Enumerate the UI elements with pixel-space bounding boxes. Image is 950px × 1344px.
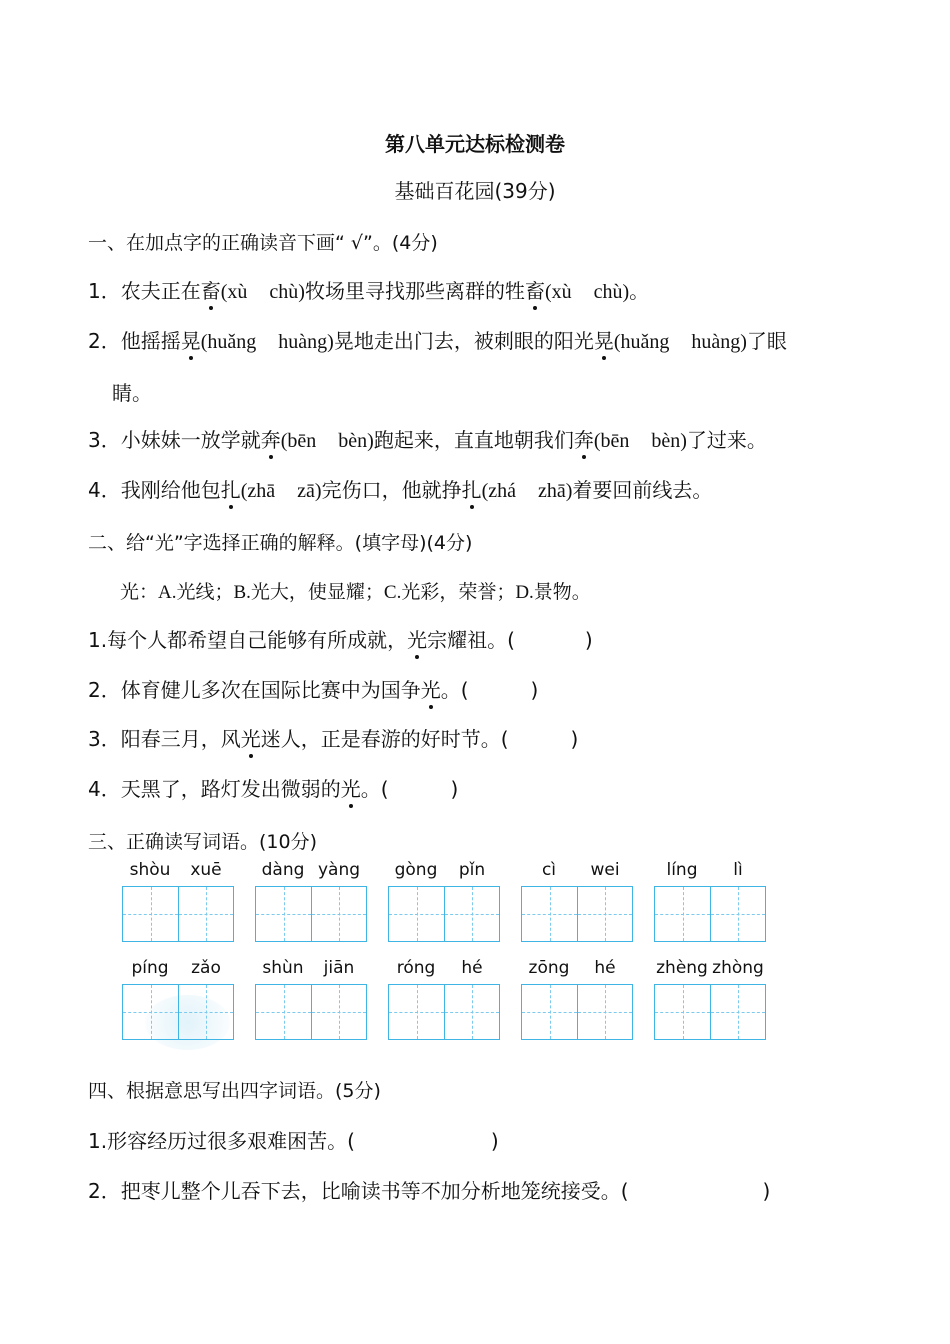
question-text: 他摇摇 [120, 329, 181, 353]
pinyin-label: dàng [261, 860, 305, 880]
section-1-heading: 一、在加点字的正确读音下画“ √”。(4分) [88, 232, 438, 254]
tian-zi-ge-cell[interactable] [389, 887, 444, 941]
word-grid [388, 860, 500, 944]
writing-boxes [388, 984, 500, 1040]
question-text: 形容经历过很多艰难困苦。( [107, 1129, 355, 1153]
question-text: 了眼 [746, 329, 787, 353]
section-4-heading: 四、根据意思写出四字词语。(5分) [88, 1080, 381, 1102]
pinyin-label: wei [590, 860, 620, 880]
question-2-3 [88, 723, 578, 752]
tian-zi-ge-cell[interactable] [311, 985, 366, 1039]
pinyin-option: (huǎng [200, 331, 257, 353]
dotted-char: 光 [420, 678, 441, 702]
pinyin-option: (huǎng [613, 331, 670, 353]
question-number: 4． [88, 478, 121, 502]
question-text: 晃地走出门去，被刺眼的阳光 [333, 329, 594, 353]
question-text: 跑起来，直直地朝我们 [373, 428, 574, 452]
word-grid [521, 958, 633, 1042]
closing-paren: ) [570, 727, 579, 751]
dotted-char: 扎 [461, 478, 482, 502]
writing-boxes [122, 886, 234, 942]
pinyin-option: (zhá [481, 480, 516, 502]
word-grid [255, 860, 367, 944]
pinyin-label: shòu [129, 860, 171, 880]
closing-paren: ) [450, 777, 459, 801]
pinyin-option: chù) [593, 281, 630, 303]
closing-paren: ) [584, 628, 593, 652]
question-4-2 [88, 1175, 770, 1204]
pinyin-option: zhā) [538, 480, 573, 502]
question-number: 2． [88, 678, 121, 702]
question-2-2 [88, 674, 538, 703]
pinyin-label: hé [594, 958, 616, 978]
question-text: 完伤口，他就挣 [321, 478, 462, 502]
pinyin-option: zā) [297, 480, 322, 502]
pinyin-option: huàng) [278, 331, 334, 353]
tian-zi-ge-cell[interactable] [256, 985, 311, 1039]
question-number: 2． [88, 1179, 121, 1203]
question-text: 每个人都希望自己能够有所成就， [107, 628, 408, 652]
pinyin-option: chù) [269, 281, 305, 303]
pinyin-option: (zhā [240, 480, 276, 502]
tian-zi-ge-cell[interactable] [655, 887, 710, 941]
pinyin-label: zōng [528, 958, 570, 978]
question-text: 宗耀祖。( [427, 628, 515, 652]
pinyin-option: huàng) [691, 331, 747, 353]
dotted-char: 光 [240, 727, 261, 751]
section-subtitle: 基础百花园(39分) [394, 179, 556, 203]
writing-boxes [255, 984, 367, 1040]
page-title: 第八单元达标检测卷 [385, 132, 565, 156]
writing-boxes [654, 886, 766, 942]
word-grid [521, 860, 633, 944]
dotted-char: 光 [407, 628, 428, 652]
dotted-char: 扎 [220, 478, 241, 502]
word-grid [122, 958, 234, 1042]
dotted-char: 畜 [200, 279, 221, 303]
pinyin-label: xuē [190, 860, 222, 880]
question-1-3 [88, 424, 767, 453]
pinyin-label: hé [461, 958, 483, 978]
question-1-4 [88, 474, 712, 503]
question-2-1 [88, 624, 593, 653]
word-grid [388, 958, 500, 1042]
pinyin-label: pǐn [458, 860, 486, 880]
tian-zi-ge-cell[interactable] [444, 887, 499, 941]
tian-zi-ge-cell[interactable] [577, 985, 632, 1039]
pinyin-option: (xù [544, 281, 572, 303]
closing-paren: ) [762, 1179, 771, 1203]
pinyin-option: bèn) [651, 430, 687, 452]
tian-zi-ge-cell[interactable] [655, 985, 710, 1039]
word-grid [654, 860, 766, 944]
tian-zi-ge-cell[interactable] [178, 887, 233, 941]
question-text: 。( [360, 777, 389, 801]
section-3-heading: 三、正确读写词语。(10分) [88, 831, 318, 853]
pinyin-label: líng [666, 860, 698, 880]
tian-zi-ge-cell[interactable] [256, 887, 311, 941]
tian-zi-ge-cell[interactable] [123, 985, 178, 1039]
pinyin-label: róng [396, 958, 436, 978]
writing-boxes [388, 886, 500, 942]
tian-zi-ge-cell[interactable] [522, 887, 577, 941]
question-text: 了过来。 [686, 428, 767, 452]
question-1-2 [88, 325, 787, 354]
tian-zi-ge-cell[interactable] [389, 985, 444, 1039]
question-text: 体育健儿多次在国际比赛中为国争 [120, 678, 421, 702]
pinyin-label: zǎo [191, 958, 221, 978]
question-text: 牧场里寻找那些离群的牲 [304, 279, 525, 303]
question-number: 3． [88, 727, 121, 751]
writing-boxes [122, 984, 234, 1040]
dotted-char: 奔 [260, 428, 281, 452]
question-number: 1. [88, 1129, 108, 1153]
question-number: 1. [88, 628, 108, 652]
closing-paren: ) [530, 678, 539, 702]
writing-boxes [255, 886, 367, 942]
question-text: 小妹妹一放学就 [120, 428, 261, 452]
question-text: 。( [440, 678, 469, 702]
pinyin-label: zhòng [712, 958, 764, 978]
question-text: 天黑了，路灯发出微弱的 [120, 777, 341, 801]
pinyin-label: shùn [262, 958, 304, 978]
question-text: 农夫正在 [120, 279, 201, 303]
pinyin-option: (bēn [593, 430, 630, 452]
pinyin-option: bèn) [338, 430, 374, 452]
question-2-4 [88, 773, 458, 802]
word-grid [255, 958, 367, 1042]
question-4-1 [88, 1125, 499, 1154]
pinyin-label: zhèng [656, 958, 708, 978]
question-1-1 [88, 275, 649, 304]
pinyin-label: yàng [317, 860, 361, 880]
tian-zi-ge-cell[interactable] [123, 887, 178, 941]
pinyin-label: gòng [394, 860, 438, 880]
definition-options: 光：A.光线；B.光大，使显耀；C.光彩，荣誉；D.景物。 [120, 582, 591, 603]
dotted-char: 晃 [180, 329, 201, 353]
writing-boxes [521, 886, 633, 942]
tian-zi-ge-cell[interactable] [178, 985, 233, 1039]
tian-zi-ge-cell[interactable] [444, 985, 499, 1039]
pinyin-label: cì [541, 860, 557, 880]
question-text: 我刚给他包 [120, 478, 221, 502]
question-text: 把枣儿整个儿吞下去，比喻读书等不加分析地笼统接受。( [120, 1179, 629, 1203]
question-text: 。 [629, 279, 650, 303]
word-grid [122, 860, 234, 944]
pinyin-label: jiān [323, 958, 355, 978]
tian-zi-ge-cell[interactable] [710, 887, 765, 941]
section-2-heading: 二、给“光”字选择正确的解释。(填字母)(4分) [88, 532, 473, 554]
question-number: 3． [88, 428, 121, 452]
dotted-char: 晃 [593, 329, 614, 353]
writing-boxes [654, 984, 766, 1040]
word-grid [654, 958, 766, 1042]
question-text: 迷人，正是春游的好时节。( [260, 727, 509, 751]
question-text: 阳春三月，风 [120, 727, 241, 751]
question-1-2-continued: 睛。 [112, 381, 152, 405]
dotted-char: 畜 [524, 279, 545, 303]
pinyin-option: (bēn [280, 430, 317, 452]
question-number: 4． [88, 777, 121, 801]
tian-zi-ge-cell[interactable] [522, 985, 577, 1039]
question-number: 2． [88, 329, 121, 353]
tian-zi-ge-cell[interactable] [577, 887, 632, 941]
closing-paren: ) [490, 1129, 499, 1153]
pinyin-option: (xù [220, 281, 248, 303]
dotted-char: 光 [340, 777, 361, 801]
dotted-char: 奔 [573, 428, 594, 452]
tian-zi-ge-cell[interactable] [311, 887, 366, 941]
question-text: 着要回前线去。 [572, 478, 713, 502]
pinyin-label: lì [733, 860, 743, 880]
question-number: 1． [88, 279, 121, 303]
pinyin-label: píng [131, 958, 169, 978]
tian-zi-ge-cell[interactable] [710, 985, 765, 1039]
writing-boxes [521, 984, 633, 1040]
